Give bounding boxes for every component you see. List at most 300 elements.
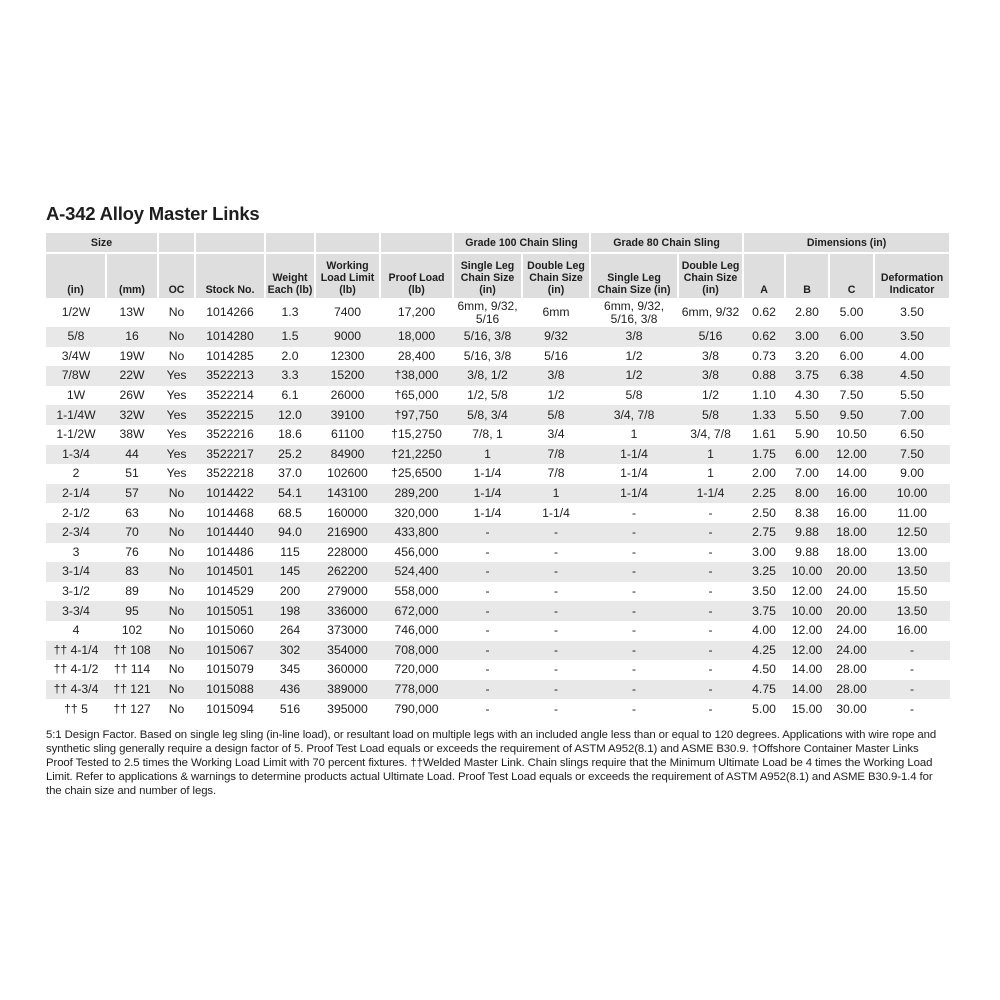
table-cell: 0.73 — [752, 348, 776, 363]
table-cell: 3/8 — [702, 348, 719, 363]
table-cell: 68.5 — [278, 505, 302, 520]
table-cell: - — [910, 701, 915, 716]
table-cell: 6.00 — [839, 348, 864, 363]
table-cell: 2.0 — [281, 348, 299, 363]
table-cell: - — [553, 544, 559, 559]
table-cell: 7/8, 1 — [472, 427, 503, 442]
table-cell: 279000 — [327, 584, 368, 599]
table-cell: 1 — [707, 466, 714, 481]
table-cell: - — [708, 701, 713, 716]
table-cell: 389000 — [315, 680, 380, 700]
table-cell: - — [485, 584, 490, 599]
table-cell: 456,000 — [394, 544, 439, 559]
table-cell: 4.00 — [900, 348, 924, 363]
table-cell: 395000 — [327, 701, 368, 716]
table-cell: No — [168, 544, 185, 559]
table-cell: 12.00 — [785, 641, 829, 661]
table-cell: 5/8 — [625, 388, 643, 403]
table-cell: 24.00 — [829, 641, 874, 661]
table-cell: - — [485, 544, 490, 559]
table-cell: - — [590, 562, 678, 582]
table-cell: †25,6500 — [391, 466, 442, 481]
table-cell: 2 — [72, 466, 80, 481]
table-cell: 2.25 — [743, 484, 785, 504]
table-cell: 0.62 — [752, 305, 776, 319]
table-cell: 3-1/4 — [46, 562, 106, 582]
table-cell: - — [708, 544, 713, 559]
table-cell: 25.2 — [265, 445, 315, 465]
table-row — [46, 503, 950, 523]
table-cell: 4.50 — [752, 662, 776, 677]
table-header — [46, 233, 950, 298]
table-cell: 32W — [106, 405, 158, 425]
table-row — [46, 660, 950, 680]
table-cell: 3/8 — [522, 366, 590, 386]
master-links-table — [46, 233, 951, 719]
table-cell: 1 — [522, 484, 590, 504]
table-cell: 746,000 — [394, 623, 439, 638]
table-cell: 54.1 — [265, 484, 315, 504]
header-spacer — [158, 233, 195, 253]
table-cell: 1014486 — [206, 544, 254, 559]
table-cell: 3522215 — [195, 405, 265, 425]
table-cell: 8.38 — [795, 505, 819, 520]
table-cell: 12.0 — [265, 405, 315, 425]
table-cell: 3522217 — [195, 445, 265, 465]
table-cell: 1-1/4 — [590, 484, 678, 504]
table-cell: - — [590, 641, 678, 661]
table-cell: 3.25 — [743, 562, 785, 582]
table-cell: 200 — [279, 584, 301, 599]
table-row — [46, 582, 950, 602]
table-cell: 44 — [106, 445, 158, 465]
table-cell: 1-1/4 — [453, 484, 522, 504]
table-cell: 70 — [106, 523, 158, 543]
table-cell: Yes — [158, 405, 195, 425]
product-sheet — [46, 203, 950, 798]
table-cell: No — [168, 348, 185, 363]
col-header-proof-load: Proof Load (lb) — [380, 253, 453, 298]
table-cell: 1-1/4 — [678, 484, 743, 504]
table-cell: 12.00 — [791, 623, 823, 638]
table-cell: 22W — [106, 366, 158, 386]
table-cell: 1.3 — [281, 305, 299, 319]
table-cell: †97,750 — [380, 405, 453, 425]
table-cell: 1-1/4W — [46, 405, 106, 425]
table-cell: 5/16 — [544, 348, 568, 363]
table-cell: 320,000 — [394, 505, 439, 520]
table-cell: 5/16, 3/8 — [463, 348, 512, 363]
table-cell: - — [874, 641, 950, 661]
table-cell: 89 — [125, 584, 139, 599]
table-cell: Yes — [158, 445, 195, 465]
table-row — [46, 621, 950, 641]
table-cell: 115 — [280, 544, 300, 559]
table-cell: - — [453, 523, 522, 543]
table-cell: 3522213 — [195, 366, 265, 386]
table-cell: - — [590, 523, 678, 543]
table-cell: 18.00 — [829, 523, 874, 543]
table-cell: 6mm, 9/32, 5/16, 3/8 — [604, 299, 665, 326]
table-cell: 102600 — [327, 466, 368, 481]
table-cell: No — [158, 484, 195, 504]
table-cell: - — [522, 601, 590, 621]
table-cell: - — [590, 680, 678, 700]
table-cell: 9000 — [315, 327, 380, 347]
table-cell: 3.50 — [900, 305, 924, 319]
table-cell: 5.00 — [752, 701, 776, 716]
table-cell: 10.00 — [874, 484, 950, 504]
table-cell: 1014266 — [206, 305, 254, 319]
table-cell: 3.75 — [743, 601, 785, 621]
table-cell: 1015051 — [195, 601, 265, 621]
table-cell: Yes — [166, 427, 187, 442]
table-cell: †21,2250 — [380, 445, 453, 465]
table-cell: 0.62 — [743, 327, 785, 347]
table-cell: 3/8 — [678, 366, 743, 386]
table-cell: 14.00 — [791, 662, 823, 677]
table-cell: 354000 — [315, 641, 380, 661]
table-cell: 7/8 — [547, 466, 565, 481]
table-cell: 1.75 — [743, 445, 785, 465]
table-cell: 1/2 — [625, 348, 643, 363]
table-cell: 216900 — [315, 523, 380, 543]
table-cell: 558,000 — [394, 584, 439, 599]
table-cell: No — [168, 584, 185, 599]
table-cell: †65,000 — [394, 388, 439, 403]
table-cell: 1015094 — [206, 701, 254, 716]
table-cell: 1015060 — [206, 623, 254, 638]
table-cell: 1-1/4 — [542, 505, 570, 520]
table-cell: 228000 — [327, 544, 368, 559]
table-cell: 1/2 — [590, 366, 678, 386]
table-cell: - — [678, 641, 743, 661]
col-header-a: A — [743, 253, 785, 298]
table-cell: 61100 — [331, 427, 365, 442]
table-cell: - — [678, 523, 743, 543]
table-cell: - — [553, 701, 559, 716]
table-cell: 7.50 — [874, 445, 950, 465]
col-header-g100-double: Double Leg Chain Size (in) — [522, 253, 590, 298]
table-cell: - — [485, 623, 490, 638]
table-cell: 16.00 — [836, 505, 867, 520]
size-group-header: Size — [46, 233, 158, 253]
table-cell: 4.30 — [795, 388, 819, 403]
table-cell: - — [485, 701, 490, 716]
table-cell: 9.88 — [785, 523, 829, 543]
col-header-weight: Weight Each (lb) — [265, 253, 315, 298]
table-cell: 1-1/2W — [56, 427, 96, 442]
table-cell: 14.00 — [836, 466, 867, 481]
table-cell: 12300 — [330, 348, 365, 363]
table-cell: 12.00 — [829, 445, 874, 465]
table-cell: 5.50 — [785, 405, 829, 425]
table-cell: 1014468 — [206, 505, 254, 520]
table-cell: 1W — [66, 388, 86, 403]
table-cell: 1.5 — [265, 327, 315, 347]
table-cell: 3522214 — [206, 388, 254, 403]
table-row — [46, 327, 950, 347]
table-cell: †† 4-1/2 — [53, 662, 99, 677]
table-cell: 16.00 — [896, 623, 928, 638]
table-cell: 18.6 — [278, 427, 302, 442]
table-cell: 3/4, 7/8 — [590, 405, 678, 425]
table-cell: - — [522, 641, 590, 661]
table-cell: 672,000 — [380, 601, 453, 621]
table-cell: 51 — [125, 466, 139, 481]
table-cell: 13.50 — [874, 562, 950, 582]
table-cell: 3 — [72, 544, 80, 559]
table-cell: 302 — [265, 641, 315, 661]
table-cell: 160000 — [327, 505, 368, 520]
table-cell: 3/4 — [547, 427, 565, 442]
table-cell: Yes — [166, 466, 187, 481]
header-group-row — [46, 233, 950, 253]
table-cell: - — [678, 601, 743, 621]
table-cell: No — [158, 680, 195, 700]
table-cell: 264 — [279, 623, 301, 638]
table-cell: 39100 — [315, 405, 380, 425]
table-cell: 1-1/4 — [473, 466, 502, 481]
dimensions-group-header: Dimensions (in) — [743, 233, 950, 253]
table-cell: 3.20 — [795, 348, 819, 363]
table-cell: No — [168, 623, 185, 638]
table-cell: †† 121 — [106, 680, 158, 700]
table-cell: 2.50 — [752, 505, 776, 520]
table-cell: - — [708, 584, 713, 599]
table-cell: 1/2, 5/8 — [467, 388, 508, 403]
table-cell: - — [632, 584, 637, 599]
table-cell: 6.1 — [281, 388, 299, 403]
table-cell: 28.00 — [829, 680, 874, 700]
table-cell: 12.50 — [874, 523, 950, 543]
footnotes: 5:1 Design Factor. Based on single leg sling (in-line load), or resultant load on multiple legs with an included angle less than or equal to 120 degrees. Applications with wire rope and synthetic sling generally require a design factor of 5. Proof Test Load equals or exceeds the requirement of ASTM A952(8.1) and ASME B30.9. †Offshore Container Master Links Proof Tested to 2.5 times the Working Load Limit with 70 percent fixtures. ††Welded Master Link. Chain slings require that the Minimum Ultimate Load be 4 times the Working Load Limit. Refer to applications & warnings to determine products actual Ultimate Load. Proof Test Load equals or exceeds the requirement of ASTM A952(8.1) and ASME B30.9-1.4 for the chain size and number of legs. — [46, 728, 937, 798]
table-cell: 3522216 — [206, 427, 254, 442]
table-cell: 5/8 — [522, 405, 590, 425]
table-cell: - — [553, 662, 559, 677]
table-cell: 7.00 — [874, 405, 950, 425]
table-cell: 5.50 — [900, 388, 924, 403]
table-cell: 28.00 — [836, 662, 867, 677]
table-cell: 2-1/4 — [46, 484, 106, 504]
table-row — [46, 464, 950, 484]
table-cell: 720,000 — [394, 662, 439, 677]
table-row — [46, 680, 950, 700]
table-cell: 10.00 — [785, 601, 829, 621]
table-row — [46, 425, 950, 445]
table-cell: 37.0 — [278, 466, 302, 481]
table-cell: No — [168, 305, 185, 319]
table-cell: No — [168, 505, 185, 520]
table-row — [46, 543, 950, 563]
table-row — [46, 523, 950, 543]
table-cell: 13.50 — [874, 601, 950, 621]
table-cell: 262200 — [315, 562, 380, 582]
table-cell: 10.50 — [836, 427, 867, 442]
table-cell: - — [678, 562, 743, 582]
table-cell: 14.00 — [785, 680, 829, 700]
table-cell: 4.75 — [743, 680, 785, 700]
table-cell: 3-1/2 — [62, 584, 90, 599]
grade80-group-header: Grade 80 Chain Sling — [590, 233, 743, 253]
table-cell: 1-1/4 — [590, 445, 678, 465]
table-cell: 6mm, 9/32 — [681, 305, 740, 319]
table-cell: No — [168, 701, 185, 716]
table-cell: 7400 — [333, 305, 362, 319]
table-cell: 6.00 — [829, 327, 874, 347]
table-cell: 145 — [265, 562, 315, 582]
table-cell: 19W — [119, 348, 145, 363]
table-cell: - — [522, 562, 590, 582]
table-cell: 5/16 — [678, 327, 743, 347]
table-cell: 433,800 — [380, 523, 453, 543]
table-cell: 11.00 — [897, 505, 927, 520]
table-cell: 1/2 — [547, 388, 565, 403]
table-cell: 373000 — [327, 623, 368, 638]
table-cell: 198 — [265, 601, 315, 621]
table-row — [46, 445, 950, 465]
table-row — [46, 366, 950, 386]
table-cell: - — [632, 505, 637, 520]
table-cell: Yes — [166, 388, 187, 403]
table-cell: - — [522, 680, 590, 700]
table-row — [46, 347, 950, 367]
table-cell: 436 — [265, 680, 315, 700]
table-cell: 3/8 — [590, 327, 678, 347]
table-cell: - — [874, 680, 950, 700]
table-cell: 524,400 — [380, 562, 453, 582]
header-spacer — [265, 233, 315, 253]
table-cell: - — [453, 562, 522, 582]
table-cell: - — [708, 662, 713, 677]
table-cell: 790,000 — [394, 701, 439, 716]
table-cell: 10.00 — [785, 562, 829, 582]
table-cell: 7/8 — [522, 445, 590, 465]
column-header-row — [46, 253, 950, 298]
table-cell: - — [910, 662, 915, 677]
col-header-g100-single: Single Leg Chain Size (in) — [453, 253, 522, 298]
table-cell: 1014285 — [206, 348, 254, 363]
table-cell: 0.88 — [743, 366, 785, 386]
table-cell: †† 127 — [113, 701, 151, 716]
table-cell: 1-1/4 — [473, 505, 502, 520]
table-cell: 360000 — [327, 662, 368, 677]
table-cell: 5/8, 3/4 — [453, 405, 522, 425]
table-cell: †38,000 — [380, 366, 453, 386]
table-row — [46, 298, 950, 327]
table-cell: Yes — [158, 366, 195, 386]
table-cell: 1/2 — [702, 388, 719, 403]
table-cell: †† 114 — [113, 662, 151, 677]
table-cell: 2-3/4 — [46, 523, 106, 543]
table-cell: 4 — [72, 623, 80, 638]
table-cell: 3.75 — [785, 366, 829, 386]
table-cell: 9/32 — [522, 327, 590, 347]
table-cell: 3/8, 1/2 — [453, 366, 522, 386]
table-cell: 26000 — [330, 388, 365, 403]
table-cell: 18.00 — [836, 544, 867, 559]
table-row — [46, 405, 950, 425]
table-cell: 7.00 — [795, 466, 819, 481]
table-cell: 2.80 — [795, 305, 819, 319]
table-cell: †15,2750 — [391, 427, 442, 442]
table-cell: 16 — [106, 327, 158, 347]
table-cell: 6.50 — [900, 427, 924, 442]
col-header-oc: OC — [158, 253, 195, 298]
table-cell: 15.00 — [791, 701, 823, 716]
table-cell: 3.50 — [874, 327, 950, 347]
table-cell: 6.00 — [785, 445, 829, 465]
table-cell: 7.50 — [839, 388, 864, 403]
table-cell: - — [553, 623, 559, 638]
page-title: A-342 Alloy Master Links — [46, 203, 260, 224]
table-row — [46, 601, 950, 621]
table-cell: 3.50 — [752, 584, 776, 599]
col-header-b: B — [785, 253, 829, 298]
table-cell: 7/8W — [46, 366, 106, 386]
table-cell: - — [453, 680, 522, 700]
table-cell: 95 — [106, 601, 158, 621]
table-row — [46, 641, 950, 661]
table-cell: 84900 — [315, 445, 380, 465]
table-cell: 143100 — [315, 484, 380, 504]
table-cell: 102 — [121, 623, 143, 638]
table-cell: - — [632, 623, 637, 638]
col-header-g80-double: Double Leg Chain Size (in) — [678, 253, 743, 298]
table-cell: 4.25 — [743, 641, 785, 661]
table-cell: 5.90 — [795, 427, 819, 442]
table-cell: 17,200 — [397, 305, 436, 319]
table-cell: 1014422 — [195, 484, 265, 504]
table-cell: 708,000 — [380, 641, 453, 661]
table-cell: 1.33 — [743, 405, 785, 425]
table-cell: 4.00 — [752, 623, 776, 638]
table-cell: - — [678, 680, 743, 700]
table-cell: 6mm — [542, 305, 570, 319]
table-cell: 4.50 — [874, 366, 950, 386]
table-cell: 6mm, 9/32, 5/16 — [457, 299, 518, 326]
table-cell: 1-1/4 — [620, 466, 648, 481]
table-cell: 5/8 — [46, 327, 106, 347]
table-cell: 13.00 — [896, 544, 928, 559]
header-spacer — [380, 233, 453, 253]
col-header-deformation: Deformation Indicator — [874, 253, 950, 298]
table-cell: 83 — [106, 562, 158, 582]
table-cell: 76 — [125, 544, 139, 559]
table-row — [46, 562, 950, 582]
table-cell: 16.00 — [829, 484, 874, 504]
table-cell: 1.10 — [752, 388, 776, 403]
table-cell: 20.00 — [829, 601, 874, 621]
table-cell: No — [158, 523, 195, 543]
table-row — [46, 484, 950, 504]
table-cell: 24.00 — [836, 623, 867, 638]
table-body — [46, 298, 950, 719]
table-cell: 2.75 — [743, 523, 785, 543]
table-cell: 3.3 — [265, 366, 315, 386]
table-cell: 9.00 — [900, 466, 924, 481]
table-cell: No — [168, 662, 185, 677]
table-cell: 3.00 — [785, 327, 829, 347]
table-cell: - — [708, 623, 713, 638]
table-cell: 57 — [106, 484, 158, 504]
table-cell: 1-3/4 — [46, 445, 106, 465]
col-header-size-in: (in) — [46, 253, 106, 298]
table-cell: - — [485, 662, 490, 677]
table-cell: 12.00 — [791, 584, 823, 599]
table-cell: No — [158, 601, 195, 621]
table-cell: 3/4W — [61, 348, 91, 363]
